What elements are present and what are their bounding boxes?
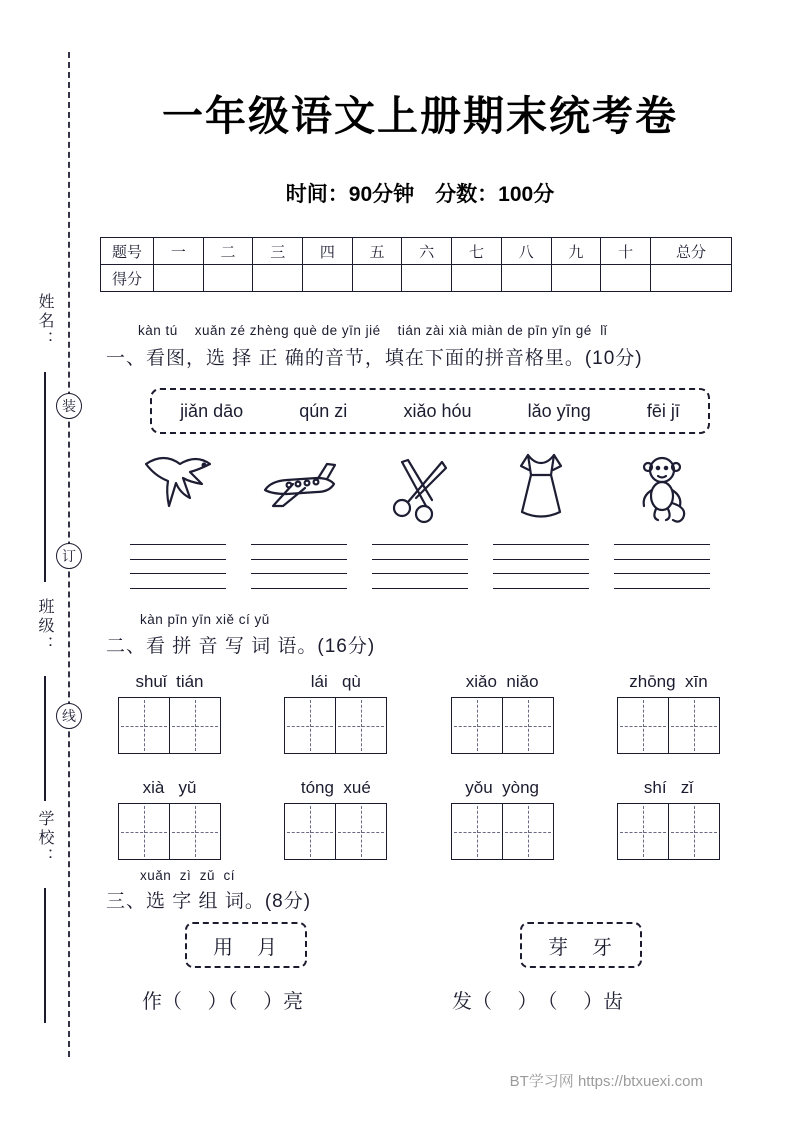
word-group [451,672,554,754]
option-pinyin: fēi jī [646,400,680,421]
word-pinyin: shuǐ tián [135,672,204,691]
figure-column [606,448,718,589]
word-pinyin: xià yǔ [142,778,197,797]
school-field-label: 学校： [36,810,53,867]
section1-figures-row [122,448,718,589]
name-fill-line [44,372,46,582]
section2-pinyin: kàn pīn yīn xiě cí yǔ [140,612,270,627]
fill-blank-line-left: 作（ ）（ ）亮 [142,991,304,1013]
character-writing-boxes [118,697,221,754]
pinyin-writing-grid [130,544,226,589]
school-fill-line [44,888,46,1023]
pinyin-writing-grid [372,544,468,589]
word-pinyin: tóng xué [300,778,371,797]
name-field-label: 姓名： [36,293,53,350]
score-table-empty-cell [501,265,551,292]
word-group [284,672,387,754]
airplane-image [259,448,339,528]
score-table-cell: 四 [303,238,353,265]
score-table-cell: 六 [402,238,452,265]
choice-box-ya-ya: 芽 牙 [520,922,642,968]
class-field-label: 班级： [36,598,53,655]
score-table-cell: 八 [501,238,551,265]
score-table-cell: 七 [452,238,502,265]
score-table-cell: 题号 [101,238,154,265]
monkey-image [622,448,702,528]
character-writing-boxes [118,803,221,860]
score-table-empty-cell [651,265,732,292]
character-writing-boxes [284,803,387,860]
section2-title: 二、看 拼 音 写 词 语。(16分) [106,636,376,657]
score-table-score-row [101,265,732,292]
section3-pinyin: xuǎn zì zǔ cí [140,868,236,883]
score-table-cell: 得分 [101,265,154,292]
score-table-empty-cell [352,265,402,292]
figure-column [243,448,355,589]
option-pinyin: lǎo yīng [527,400,591,421]
time-score-subtitle: 时间：90分钟 分数：100分 [285,183,555,206]
class-fill-line [44,676,46,801]
section2-word-row-2 [118,778,720,860]
score-table-cell: 一 [154,238,204,265]
option-pinyin: jiǎn dāo [180,400,244,421]
scissors-image [380,448,460,528]
site-watermark: BT学习网 https://btxuexi.com [509,1073,703,1090]
section1-pinyin: kàn tú xuǎn zé zhèng què de yīn jié tián zài xià miàn de pīn yīn gé lǐ [138,323,608,338]
section3-title: 三、选 字 组 词。(8分) [106,891,312,912]
figure-column [122,448,234,589]
pinyin-writing-grid [614,544,710,589]
section1-title: 一、看图，选 择 正 确的音节，填在下面的拼音格里。(10分) [106,348,643,369]
word-pinyin: shí zǐ [643,778,694,797]
option-pinyin: xiǎo hóu [403,400,472,421]
score-table-empty-cell [154,265,204,292]
score-table-empty-cell [551,265,601,292]
fill-blank-line-right: 发（ ） （ ）齿 [452,991,624,1013]
binding-mark-zhuang: 装 [56,393,82,419]
eagle-image [138,448,218,528]
figure-column [364,448,476,589]
section1-options-box [150,388,710,434]
word-group [617,672,720,754]
score-table [100,237,732,292]
pinyin-writing-grid [251,544,347,589]
score-table-empty-cell [303,265,353,292]
score-table-cell: 总分 [651,238,732,265]
score-table-empty-cell [452,265,502,292]
word-pinyin: xiǎo niǎo [465,672,539,691]
dress-image [501,448,581,528]
score-table-empty-cell [601,265,651,292]
binding-mark-xian: 线 [56,703,82,729]
section2-word-row-1 [118,672,720,754]
page-title: 一年级语文上册期末统考卷 [162,93,678,139]
word-group [284,778,387,860]
score-table-cell: 九 [551,238,601,265]
character-writing-boxes [451,697,554,754]
character-writing-boxes [284,697,387,754]
word-group [617,778,720,860]
option-pinyin: qún zi [299,400,348,421]
word-pinyin: lái qù [310,672,361,691]
score-table-empty-cell [402,265,452,292]
figure-column [485,448,597,589]
word-group [118,778,221,860]
character-writing-boxes [617,803,720,860]
character-writing-boxes [617,697,720,754]
pinyin-writing-grid [493,544,589,589]
binding-mark-ding: 订 [56,543,82,569]
score-table-empty-cell [253,265,303,292]
character-writing-boxes [451,803,554,860]
score-table-cell: 十 [601,238,651,265]
word-pinyin: yǒu yòng [465,778,540,797]
score-table-empty-cell [203,265,253,292]
word-group [118,672,221,754]
word-group [451,778,554,860]
score-table-cell: 五 [352,238,402,265]
choice-box-yong-yue: 用 月 [185,922,307,968]
score-table-cell: 三 [253,238,303,265]
score-table-cell: 二 [203,238,253,265]
word-pinyin: zhōng xīn [629,672,708,691]
score-table-header-row [101,238,732,265]
